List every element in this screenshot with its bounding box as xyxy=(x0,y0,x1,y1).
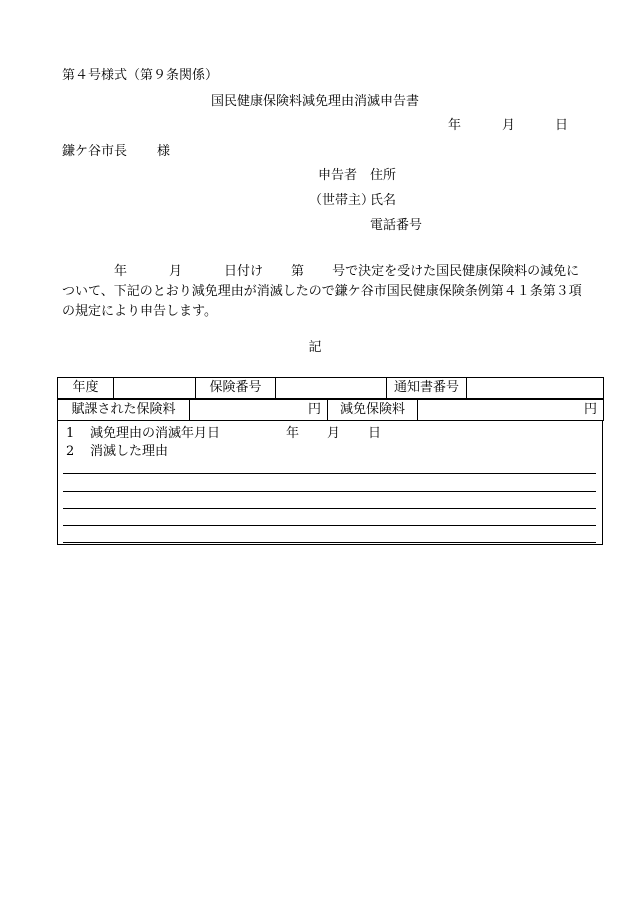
info-table-row1 xyxy=(57,377,604,399)
reason-line[interactable] xyxy=(63,525,596,526)
reason-line[interactable] xyxy=(63,491,596,492)
date-day-label: 日 xyxy=(555,118,569,133)
body-day: 日付け xyxy=(224,264,264,279)
item-month: 月 xyxy=(327,426,341,441)
applicant-name-row xyxy=(0,193,630,209)
reduced-premium-label: 減免保険料 xyxy=(328,400,418,421)
address-label: 住所 xyxy=(370,168,397,183)
details-box xyxy=(57,421,603,545)
reason-line[interactable] xyxy=(63,473,596,474)
assessed-premium-label: 賦課された保険料 xyxy=(58,400,190,421)
date-month-label: 月 xyxy=(502,118,516,133)
date-year-label: 年 xyxy=(448,118,462,133)
info-table-row2 xyxy=(57,399,604,421)
notice-number-field[interactable] xyxy=(467,378,604,399)
household-head-label: （世帯主） xyxy=(309,193,375,208)
declaration-text xyxy=(62,262,582,322)
yen-unit: 円 xyxy=(307,402,321,417)
notice-number-label: 通知書番号 xyxy=(387,378,467,399)
insurance-number-label: 保険番号 xyxy=(196,378,276,399)
addressee-honorific: 様 xyxy=(157,144,171,159)
submission-date xyxy=(0,118,630,134)
item-label: 消滅した理由 xyxy=(90,444,169,459)
addressee xyxy=(62,144,171,160)
name-label: 氏名 xyxy=(370,193,397,208)
applicant-address-row xyxy=(0,168,630,184)
assessed-premium-field[interactable] xyxy=(190,400,328,421)
fiscal-year-label: 年度 xyxy=(58,378,114,399)
yen-unit: 円 xyxy=(583,402,597,417)
item-extinction-date xyxy=(66,426,381,442)
addressee-name: 鎌ケ谷市長 xyxy=(62,144,128,159)
item-day: 日 xyxy=(368,426,382,441)
body-dai: 第 xyxy=(291,264,305,279)
item-year: 年 xyxy=(286,426,300,441)
document-title: 国民健康保険料減免理由消滅申告書 xyxy=(210,94,419,109)
item-number: 2 xyxy=(66,444,75,459)
body-year: 年 xyxy=(114,264,128,279)
item-label: 減免理由の消滅年月日 xyxy=(90,426,221,441)
fiscal-year-field[interactable] xyxy=(114,378,196,399)
insurance-number-field[interactable] xyxy=(276,378,387,399)
item-extinction-reason xyxy=(66,444,168,460)
body-month: 月 xyxy=(169,264,183,279)
reason-line[interactable] xyxy=(63,508,596,509)
phone-label: 電話番号 xyxy=(370,218,423,233)
ki-heading: 記 xyxy=(308,340,322,355)
body-text: 号で決定を受けた国民健康保険料の減免について、下記のとおり減免理由が消滅したので鎌ケ谷市国民健康保険条例第４１条第３項の規定により申告します。 xyxy=(62,264,582,319)
applicant-label: 申告者 xyxy=(318,168,358,183)
reduced-premium-field[interactable] xyxy=(418,400,604,421)
form-number: 第４号様式（第９条関係） xyxy=(62,68,219,83)
applicant-phone-row xyxy=(0,218,630,234)
reason-line[interactable] xyxy=(63,542,596,543)
item-number: 1 xyxy=(66,426,75,441)
